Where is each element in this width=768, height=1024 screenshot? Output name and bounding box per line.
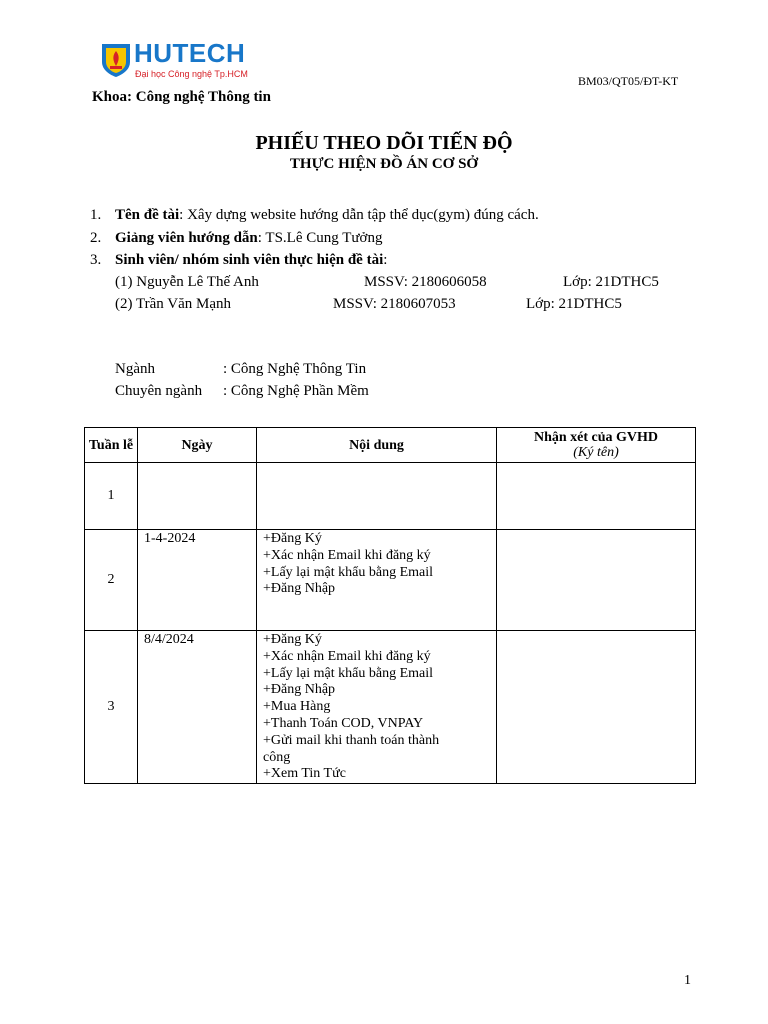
content-line: +Đăng Nhập: [263, 581, 336, 597]
date-cell: [138, 463, 257, 530]
form-subtitle: THỰC HIỆN ĐỒ ÁN CƠ SỞ: [289, 156, 479, 172]
hutech-shield-logo-icon: [100, 42, 132, 78]
student-2-class: Lớp: 21DTHC5: [526, 296, 622, 312]
header-date: [138, 428, 257, 463]
content-line: +Lấy lại mật khẩu bằng Email: [263, 665, 434, 681]
header-date-text: Ngày: [181, 437, 213, 453]
date-cell: 8/4/2024: [138, 631, 257, 784]
content-line: +Đăng Ký: [263, 632, 322, 647]
content-cell: [257, 463, 497, 530]
student-1-mssv: MSSV: 2180606058: [364, 274, 487, 290]
form-title: PHIẾU THEO DÕI TIẾN ĐỘ: [255, 132, 513, 154]
week-cell: 3: [85, 631, 138, 784]
content-line: +Đăng Nhập: [263, 682, 336, 698]
item-number: 2.: [90, 230, 102, 246]
item-label: Sinh viên/ nhóm sinh viên thực hiện đề tài: [115, 252, 384, 268]
progress-table: [84, 427, 696, 784]
faculty-label: Khoa: Công nghệ Thông tin: [92, 89, 271, 105]
specialization-value: : Công Nghệ Phần Mềm: [223, 383, 369, 399]
student-1-name: (1) Nguyễn Lê Thế Anh: [115, 274, 259, 290]
item-value: : Xây dựng website hướng dẫn tập thể dục(gym) đúng cách.: [179, 207, 539, 223]
table-header-row: [85, 428, 696, 463]
date-cell: 1-4-2024: [138, 530, 257, 631]
table-row: [85, 631, 696, 784]
header-content-text: Nội dung: [349, 437, 404, 453]
item-label: Tên đề tài: [115, 207, 180, 223]
header-comment-text: Nhận xét của GVHD: [533, 430, 659, 445]
comment-cell: [497, 530, 696, 631]
table-row: [85, 463, 696, 530]
document-code: BM03/QT05/ĐT-KT: [578, 74, 679, 88]
major-value: : Công Nghệ Thông Tin: [223, 361, 367, 377]
header-week: [85, 428, 138, 463]
item-supervisor: [90, 230, 382, 247]
header-week-text: Tuần lễ: [88, 437, 134, 453]
item-value: : TS.Lê Cung Tưởng: [257, 230, 383, 246]
content-cell: [257, 631, 497, 784]
item-label: Giảng viên hướng dẫn: [115, 230, 258, 246]
student-1-class: Lớp: 21DTHC5: [563, 274, 659, 290]
logo-subtitle: Đại học Công nghệ Tp.HCM: [135, 69, 248, 79]
major-label: Ngành: [115, 361, 155, 377]
header-comment-sub: (Ký tên): [573, 445, 619, 460]
student-2-name: (2) Trần Văn Mạnh: [115, 296, 231, 312]
week-cell: 2: [85, 530, 138, 631]
item-number: 1.: [90, 207, 102, 223]
content-line: +Thanh Toán COD, VNPAY: [263, 715, 424, 731]
table-row: [85, 530, 696, 631]
content-line: +Đăng Ký: [263, 531, 322, 546]
item-number: 3.: [90, 252, 102, 268]
page-number: 1: [684, 973, 691, 988]
item-value: :: [383, 252, 388, 268]
hutech-logo: [100, 38, 260, 82]
content-line: +Xác nhận Email khi đăng ký: [263, 547, 431, 563]
header-content: [257, 428, 497, 463]
specialization-label: Chuyên ngành: [115, 383, 203, 399]
content-line: +Gửi mail khi thanh toán thành: [263, 732, 440, 748]
week-cell: 1: [85, 463, 138, 530]
comment-cell: [497, 463, 696, 530]
content-cell: [257, 530, 497, 631]
content-line: +Mua Hàng: [263, 699, 331, 715]
student-2-mssv: MSSV: 2180607053: [333, 296, 456, 312]
comment-cell: [497, 631, 696, 784]
logo-brand-text: HUTECH: [134, 38, 246, 68]
content-line: +Xem Tin Tức: [263, 766, 346, 782]
content-line: +Lấy lại mật khẩu bằng Email: [263, 564, 434, 580]
item-students: [90, 252, 387, 269]
header-comment: [497, 428, 696, 463]
item-topic: [90, 207, 539, 224]
content-line: +Xác nhận Email khi đăng ký: [263, 648, 431, 664]
content-line: công: [263, 749, 291, 765]
